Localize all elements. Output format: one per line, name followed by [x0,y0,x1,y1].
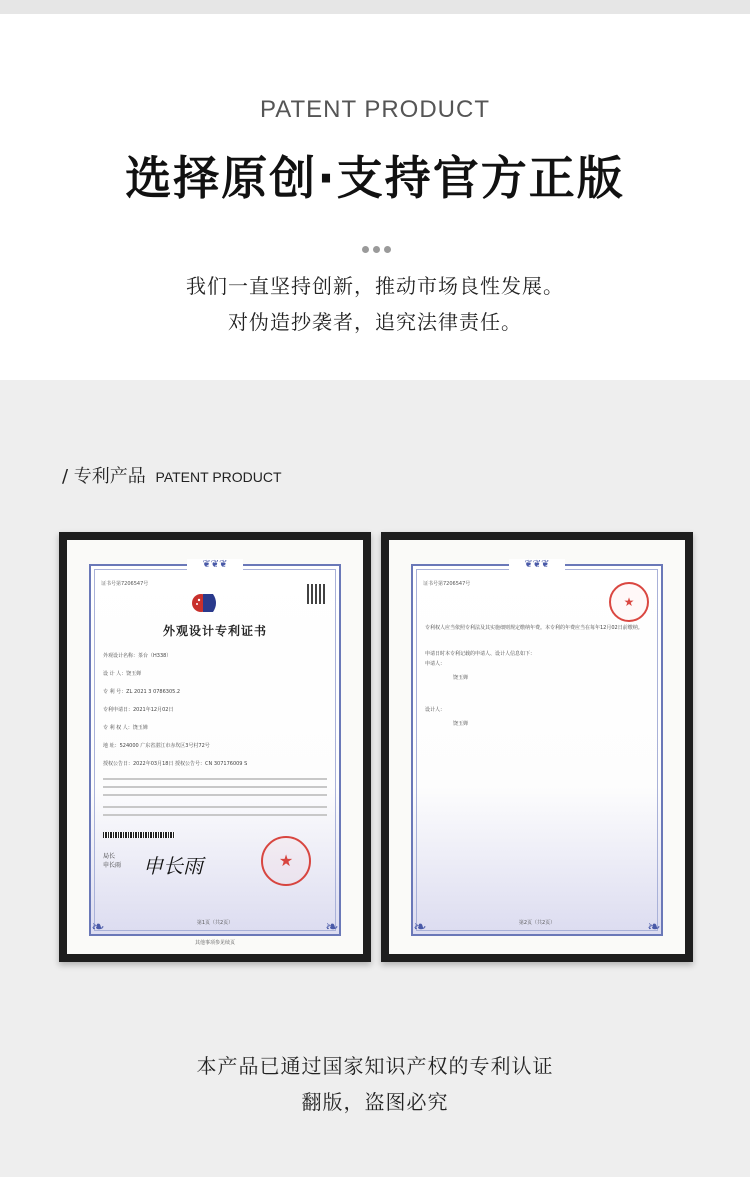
cert-field: 申请日时本专利记载的申请人、设计人信息如下： [425,651,536,657]
certificate-frame-right [381,532,693,962]
signature: 申长雨 [143,854,203,878]
sign-labels: 局长 申长雨 [103,853,122,869]
english-title: PATENT PRODUCT [259,96,490,123]
page-number: 第2页（共2页） [518,920,556,926]
section-label-cn: / 专利产品 [62,466,146,487]
cert-field: 饶玉婵 [453,675,469,681]
text-line [103,814,327,816]
ornament-icon: ❦❦❦ [187,559,243,571]
text-line [103,794,327,796]
frame-mat [389,540,685,954]
corner-ornament-icon: ❧ [647,917,661,936]
certificate-number: 证书号第7206547号 [423,581,471,587]
cert-field: 授权公告日：2022年03月18日 授权公告号：CN 307176009 S [103,761,248,767]
cert-field: 专利权人应当依照专利法及其实施细则规定缴纳年费。本专利的年费应当在每年12月02日前缴纳。 [425,625,643,631]
cert-field: 设计人： [425,707,446,713]
cert-field: 饶玉婵 [453,721,469,727]
text-line [103,778,327,780]
section-label [62,462,282,488]
cert-field: 专 利 权 人：饶玉婵 [103,725,148,731]
certificate-frame-left [59,532,371,962]
cert-field: 设 计 人：饶玉婵 [103,671,142,677]
barcode-icon [103,832,175,838]
text-line [103,786,327,788]
patent-section [0,380,750,1177]
certificate-paper [89,559,341,946]
ornament-icon: ❦❦❦ [509,559,565,571]
top-strip [0,0,750,14]
section-label-en: PATENT PRODUCT [155,469,282,485]
text-line [103,806,327,808]
cert-field: 申请人： [425,661,446,667]
chinese-title: 选择原创·支持官方正版 [125,151,625,205]
ellipsis-dots-icon [358,238,394,246]
qr-code-icon [307,584,327,604]
slogan-line-2: 对伪造抄袭者，追究法律责任。 [228,310,522,334]
footer-line-2: 翻版，盗图必究 [301,1090,449,1114]
corner-ornament-icon: ❧ [325,917,339,936]
cnipa-logo-icon [191,592,219,614]
cert-field: 外观设计名称：茶台（H338） [103,653,172,659]
footer-line-1: 本产品已通过国家知识产权的专利认证 [196,1054,554,1078]
corner-ornament-icon: ❧ [413,917,427,936]
corner-ornament-icon: ❧ [91,917,105,936]
certificate-title: 外观设计专利证书 [162,624,267,638]
hero-section [0,14,750,380]
certificate-paper [411,559,663,936]
official-seal-icon: ★ [261,836,311,886]
frame-mat [67,540,363,954]
footnote: 其他事项参见续页 [194,940,235,946]
certificate-number: 证书号第7206547号 [101,581,149,587]
slogan-line-1: 我们一直坚持创新，推动市场良性发展。 [186,274,564,298]
cert-field: 地 址：524000 广东省湛江市赤坎区3号村72号 [103,743,210,749]
cert-field: 专 利 号：ZL 2021 3 0786305.2 [103,689,181,695]
page-number: 第1页（共2页） [196,920,234,926]
cert-field: 专利申请日：2021年12月02日 [103,707,174,713]
official-seal-icon: ★ [609,582,649,622]
